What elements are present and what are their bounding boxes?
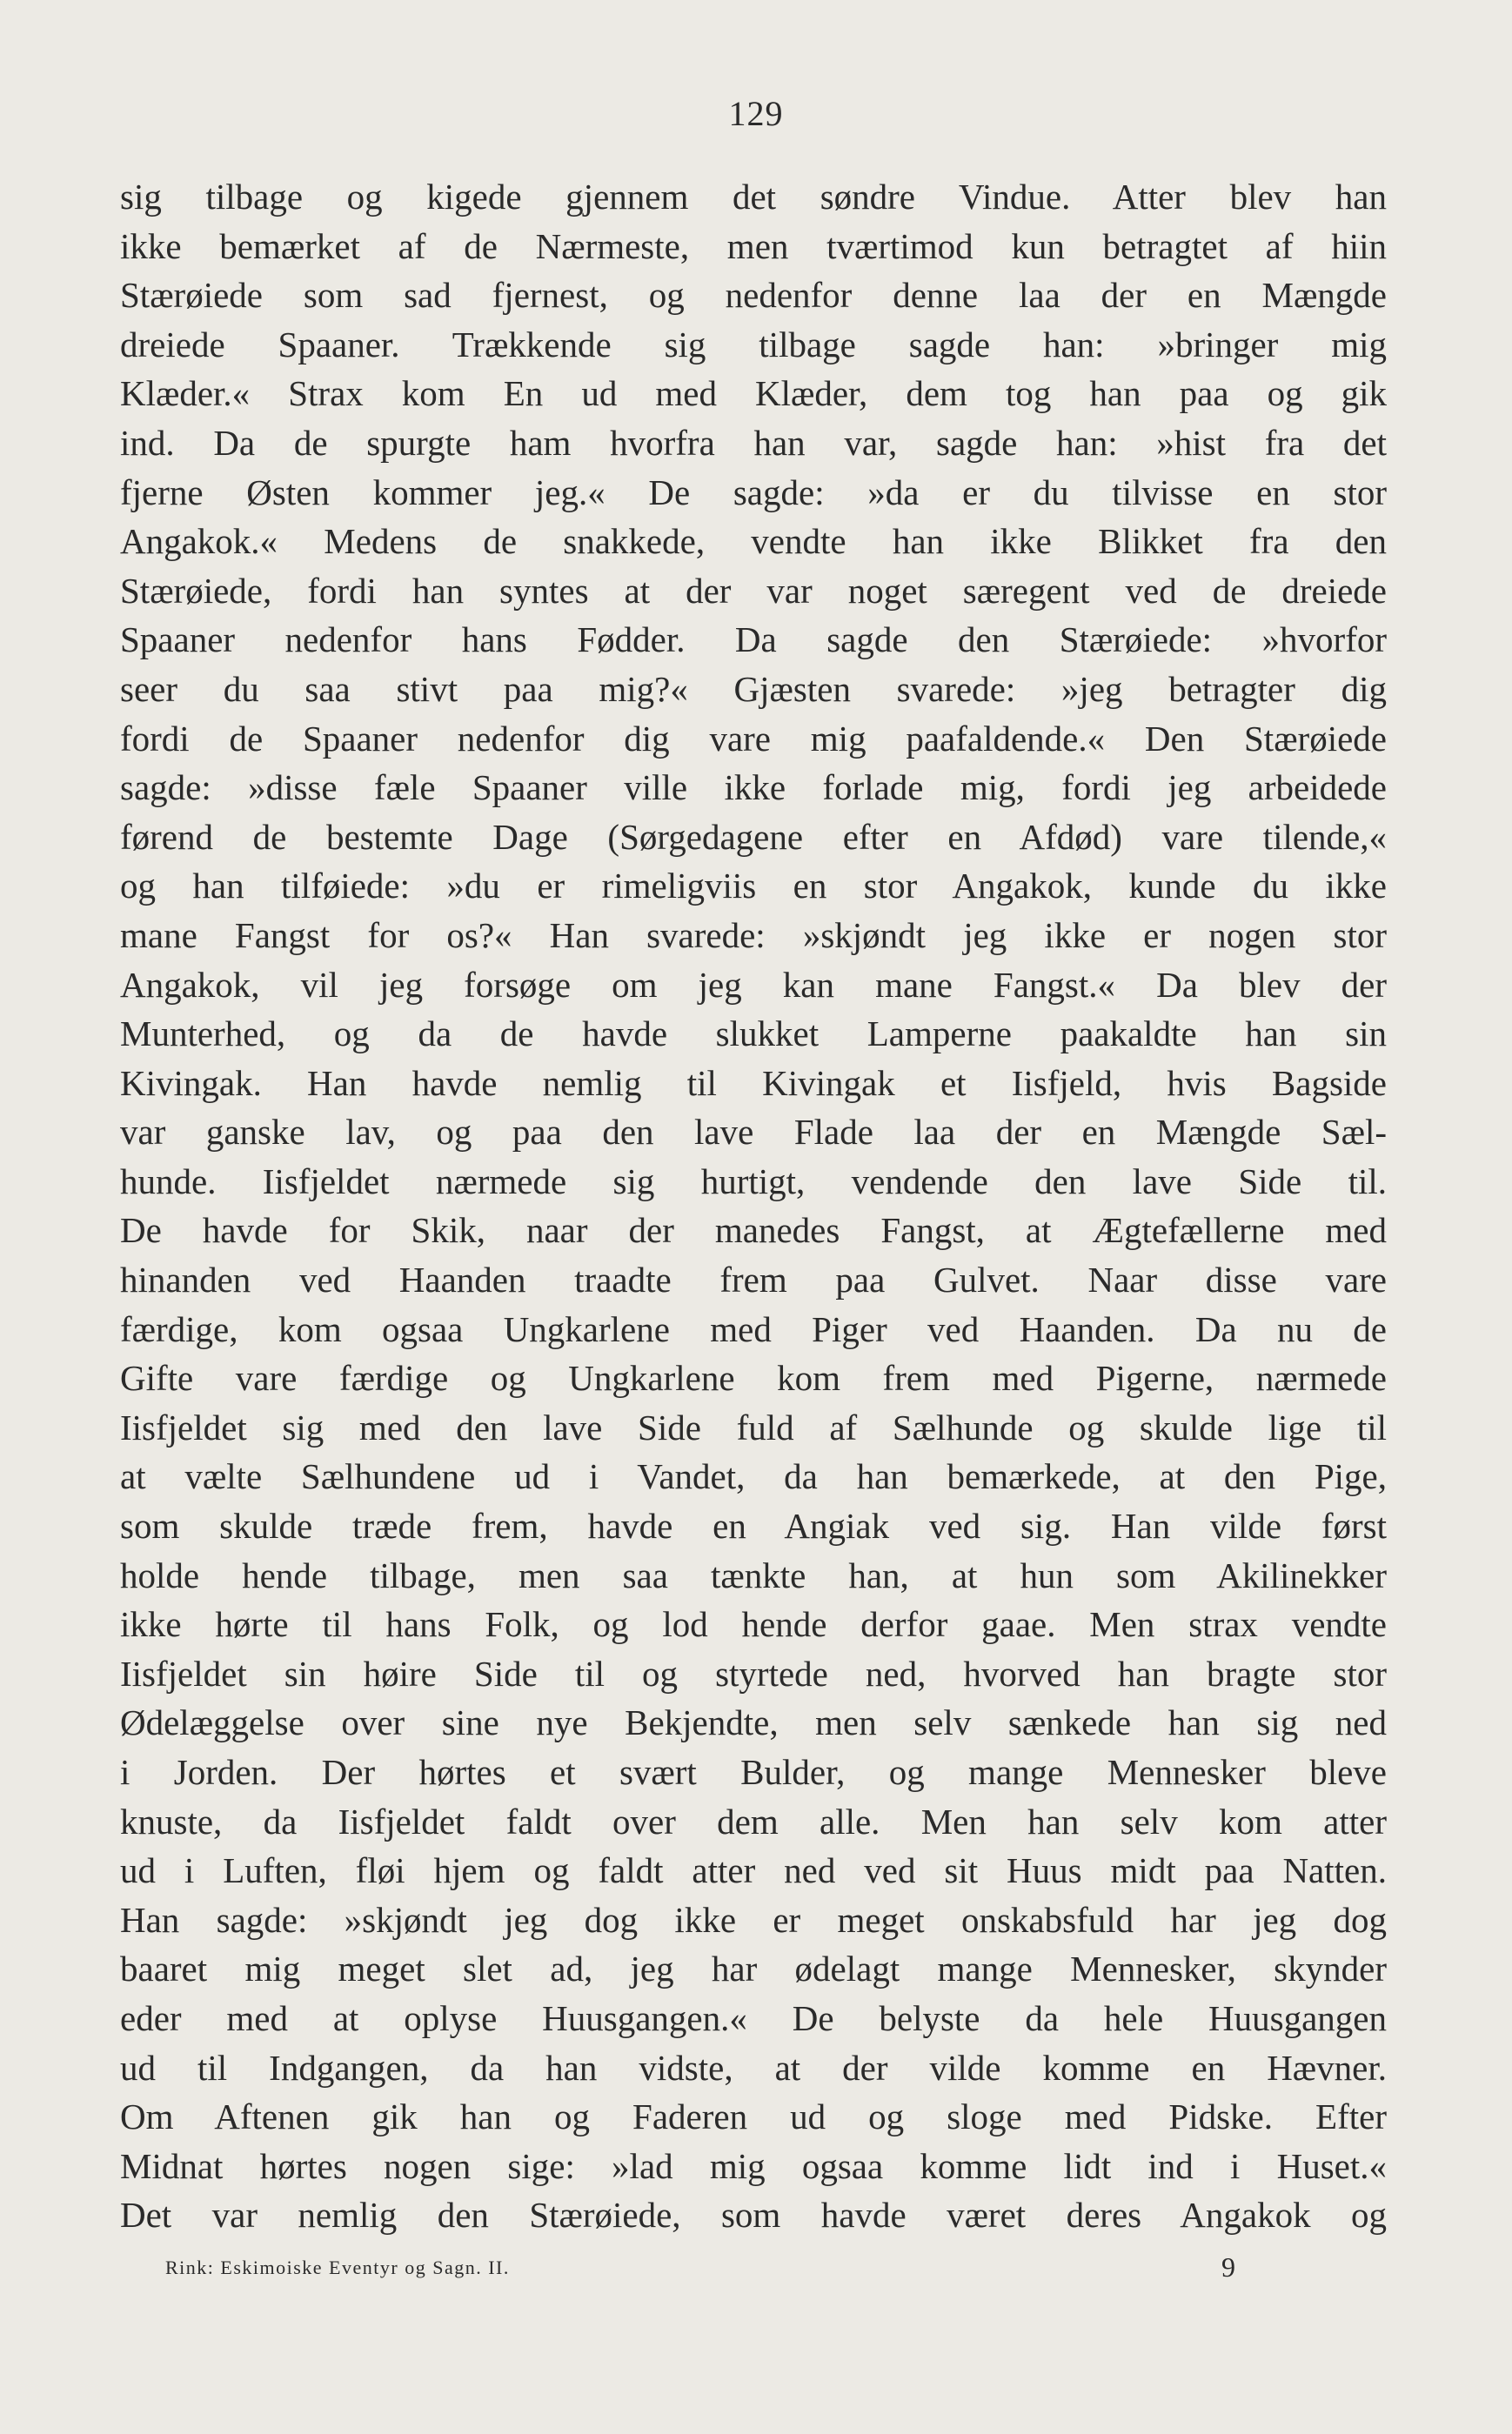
text-line: dreiede Spaaner. Trækkende sig tilbage sagde han: »bringer mig: [120, 324, 1387, 364]
body-text: [120, 172, 1387, 2240]
text-line: i Jorden. Der hørtes et svært Bulder, og mange Mennesker bleve: [120, 1752, 1387, 1792]
text-line: ikke hørte til hans Folk, og lod hende derfor gaae. Men strax vendte: [120, 1604, 1387, 1645]
footer-signature: Rink: Eskimoiske Eventyr og Sagn. II.: [165, 2257, 510, 2278]
text-line: ud i Luften, fløi hjem og faldt atter ned ved sit Huus midt paa Natten.: [120, 1850, 1387, 1891]
text-line: sagde: »disse fæle Spaaner ville ikke forlade mig, fordi jeg arbeidede: [120, 767, 1387, 808]
text-line: Iisfjeldet sig med den lave Side fuld af Sælhunde og skulde lige til: [120, 1407, 1387, 1448]
text-line: Iisfjeldet sin høire Side til og styrtede ned, hvorved han bragte stor: [120, 1653, 1387, 1694]
text-line: Spaaner nedenfor hans Fødder. Da sagde den Stærøiede: »hvorfor: [120, 619, 1387, 660]
text-line: fjerne Østen kommer jeg.« De sagde: »da er du tilvisse en stor: [120, 471, 1387, 512]
page-number: 129: [728, 94, 784, 133]
text-line: Munterhed, og da de havde slukket Lamperne paakaldte han sin: [120, 1013, 1387, 1054]
text-line: Gifte vare færdige og Ungkarlene kom frem med Pigerne, nærmede: [120, 1358, 1387, 1399]
page-footer: [165, 2251, 1235, 2286]
text-line: fordi de Spaaner nedenfor dig vare mig paafaldende.« Den Stærøiede: [120, 718, 1387, 759]
text-line: baaret mig meget slet ad, jeg har ødelagt mange Mennesker, skynder: [120, 1949, 1387, 1989]
text-line: Angakok.« Medens de snakkede, vendte han ikke Blikket fra den: [120, 521, 1387, 562]
text-line: knuste, da Iisfjeldet faldt over dem alle. Men han selv kom atter: [120, 1801, 1387, 1842]
text-line: førend de bestemte Dage (Sørgedagene efter en Afdød) vare tilende,«: [120, 816, 1387, 857]
text-line: var ganske lav, og paa den lave Flade laa der en Mængde Sæl-: [120, 1112, 1387, 1153]
text-line: Det var nemlig den Stærøiede, som havde været deres Angakok og: [120, 2195, 1387, 2236]
text-line: Om Aftenen gik han og Faderen ud og sloge med Pidske. Efter: [120, 2096, 1387, 2137]
sheet-number: 9: [1221, 2251, 1235, 2283]
text-line: hunde. Iisfjeldet nærmede sig hurtigt, vendende den lave Side til.: [120, 1160, 1387, 1201]
text-line: Midnat hørtes nogen sige: »lad mig ogsaa komme lidt ind i Huset.«: [120, 2145, 1387, 2186]
text-line: mane Fangst for os?« Han svarede: »skjøndt jeg ikke er nogen stor: [120, 914, 1387, 955]
text-line: ind. Da de spurgte ham hvorfra han var, sagde han: »hist fra det: [120, 422, 1387, 463]
text-line: seer du saa stivt paa mig?« Gjæsten svarede: »jeg betragter dig: [120, 668, 1387, 709]
text-line: Angakok, vil jeg forsøge om jeg kan mane Fangst.« Da blev der: [120, 964, 1387, 1005]
text-line: færdige, kom ogsaa Ungkarlene med Piger ved Haanden. Da nu de: [120, 1308, 1387, 1349]
text-line: hinanden ved Haanden traadte frem paa Gulvet. Naar disse vare: [120, 1260, 1387, 1301]
text-line: Stærøiede som sad fjernest, og nedenfor denne laa der en Mængde: [120, 275, 1387, 316]
text-line: holde hende tilbage, men saa tænkte han, at hun som Akilinekker: [120, 1555, 1387, 1595]
text-line: at vælte Sælhundene ud i Vandet, da han bemærkede, at den Pige,: [120, 1456, 1387, 1497]
text-line: Stærøiede, fordi han syntes at der var noget særegent ved de dreiede: [120, 570, 1387, 611]
text-line: sig tilbage og kigede gjennem det søndre Vindue. Atter blev han: [120, 177, 1387, 217]
text-line: Klæder.« Strax kom En ud med Klæder, dem tog han paa og gik: [120, 373, 1387, 414]
text-line: ikke bemærket af de Nærmeste, men tværtimod kun betragtet af hiin: [120, 225, 1387, 266]
text-line: eder med at oplyse Huusgangen.« De belyste da hele Huusgangen: [120, 1997, 1387, 2038]
text-line: Ødelæggelse over sine nye Bekjendte, men selv sænkede han sig ned: [120, 1702, 1387, 1743]
text-line: Kivingak. Han havde nemlig til Kivingak et Iisfjeld, hvis Bagside: [120, 1062, 1387, 1103]
text-line: ud til Indgangen, da han vidste, at der vilde komme en Hævner.: [120, 2047, 1387, 2088]
text-line: Han sagde: »skjøndt jeg dog ikke er meget onskabsfuld har jeg dog: [120, 1899, 1387, 1940]
text-line: som skulde træde frem, havde en Angiak ved sig. Han vilde først: [120, 1506, 1387, 1547]
text-line: og han tilføiede: »du er rimeligviis en stor Angakok, kunde du ikke: [120, 866, 1387, 906]
text-line: De havde for Skik, naar der manedes Fangst, at Ægtefællerne med: [120, 1210, 1387, 1251]
